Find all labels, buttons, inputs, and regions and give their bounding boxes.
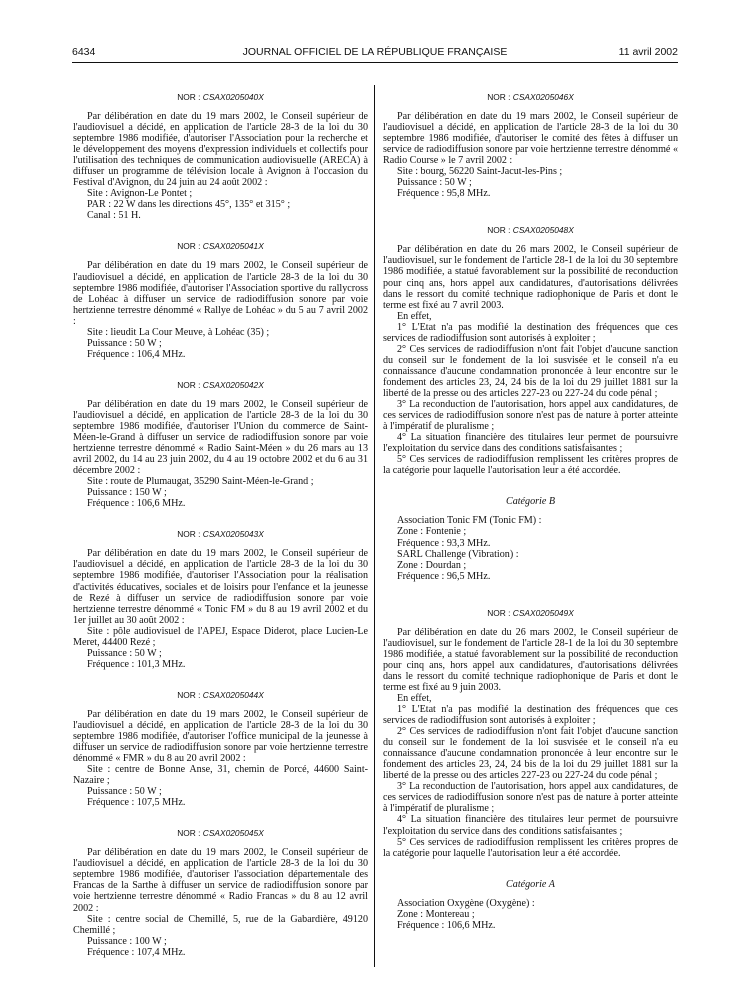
- decision-text: Par délibération en date du 19 mars 2002, le Conseil supérieur de l'audiovisuel a décidé, en application de l'article 28-3 de la loi du 30 septembre 1986 modifiée, d'autoriser l'office municipal de la jeunesse à diffuser un service de radiodiffusion sonore par voie hertzienne terrestre dénommé « FMR » du 8 au 20 avril 2002 :: [73, 708, 368, 765]
- power-line: Puissance : 50 W ;: [87, 786, 162, 798]
- criterion-4: 4° La situation financière des titulaires leur permet de poursuivre l'exploitation du service dans des conditions satisfaisantes ;: [383, 814, 678, 837]
- site-line: Site : lieudit La Cour Meuve, à Lohéac (35) ;: [87, 326, 270, 338]
- nor-heading: NOR : CSAX0205044X: [177, 689, 264, 700]
- site-line: Site : bourg, 56220 Saint-Jacut-les-Pins ;: [397, 166, 563, 178]
- criterion-4: 4° La situation financière des titulaires leur permet de poursuivre l'exploitation du service dans des conditions satisfaisantes ;: [383, 432, 678, 455]
- en-effet: En effet,: [397, 310, 432, 322]
- nor-heading: NOR : CSAX0205040X: [177, 92, 264, 102]
- criterion-2: 2° Ces services de radiodiffusion n'ont fait l'objet d'aucune sanction du conseil sur le fondement de la loi susvisée et le conseil n'a eu connaissance d'aucune condamnation prononcée à leur encontre sur le fondement des articles 23, 24, 24 bis de la loi du 29 juillet 1881 sur la liberté de la presse ou des articles 227-23 ou 227-24 du code pénal ;: [383, 343, 678, 399]
- frequency-line: Fréquence : 106,6 MHz.: [87, 498, 186, 510]
- criterion-5: 5° Ces services de radiodiffusion remplissent les critères propres de la catégorie pour laquelle l'autorisation leur a été accordée.: [383, 836, 678, 859]
- page-number: 6434: [72, 46, 96, 58]
- notice-csax0205049x: [383, 608, 678, 931]
- criterion-5: 5° Ces services de radiodiffusion remplissent les critères propres de la catégorie pour laquelle l'autorisation leur a été accordée.: [383, 454, 678, 477]
- decision-text: Par délibération en date du 19 mars 2002, le Conseil supérieur de l'audiovisuel a décidé, en application de l'article 28-3 de la loi du 30 septembre 1986 modifiée, d'autoriser l'Union du commerce de Saint-Méen-le-Grand à diffuser un service de radiodiffusion sonore par voie hertzienne terrestre dénommé « Radio Saint-Méen » du 26 mars au 13 avril 2002, du 14 au 23 juin 2002, du 4 au 19 octobre 2002 et du 6 au 31 décembre 2002 :: [73, 398, 368, 477]
- entry-line: Zone : Dourdan ;: [397, 559, 467, 571]
- par-line: PAR : 22 W dans les directions 45°, 135° et 315° ;: [87, 199, 291, 211]
- decision-text: Par délibération en date du 19 mars 2002, le Conseil supérieur de l'audiovisuel a décidé, en application de l'article 28-3 de la loi du 30 septembre 1986 modifiée, d'autoriser l'Association pour la recherche et le développement des moyens d'expression individuels et collectifs pour l'utilisation des techniques de communication audiovisuelle (ARECA) à diffuser un programme de télévision locale à Avignon à l'occasion du Festival d'Avignon, du 24 juin au 24 août 2002 :: [73, 111, 368, 189]
- site-line: Site : route de Plumaugat, 35290 Saint-Méen-le-Grand ;: [87, 476, 314, 488]
- journal-title: JOURNAL OFFICIEL DE LA RÉPUBLIQUE FRANÇAISE: [242, 46, 508, 58]
- issue-date: 11 avril 2002: [618, 46, 678, 58]
- category-heading: Catégorie A: [506, 878, 555, 890]
- site-line: Site : Avignon-Le Pontet ;: [87, 188, 193, 200]
- entry-line: Association Tonic FM (Tonic FM) :: [397, 515, 542, 527]
- frequency-line: Fréquence : 107,4 MHz.: [87, 946, 186, 958]
- entry-line: Association Oxygène (Oxygène) :: [397, 897, 535, 909]
- frequency-line: Fréquence : 101,3 MHz.: [87, 658, 186, 670]
- notice-csax0205041x: [73, 241, 368, 359]
- decision-text: Par délibération en date du 19 mars 2002, le Conseil supérieur de l'audiovisuel a décidé, en application de l'article 28-3 de la loi du 30 septembre 1986 modifiée, d'autoriser l'association départementale des Francas de la Sarthe à diffuser un service de radiodiffusion sonore par voie hertzienne terrestre dénommé « Radio Francas » du 8 au 12 avril 2002 :: [73, 847, 368, 914]
- nor-heading: NOR : CSAX0205046X: [487, 92, 574, 102]
- canal-line: Canal : 51 H.: [87, 210, 141, 222]
- decision-text: Par délibération en date du 26 mars 2002, le Conseil supérieur de l'audiovisuel, sur le fondement de l'article 28-1 de la loi du 30 septembre 1986 modifiée, a statué favorablement sur la possibilité de reconduction pour cinq ans, hors appel aux candidatures, d'autorisations délivrées dans le ressort du comité technique radiophonique de Paris et dont le terme est fixé au 9 juin 2003.: [383, 626, 678, 693]
- entry-line: Zone : Fontenie ;: [397, 526, 467, 538]
- page-header: [72, 46, 678, 60]
- nor-heading: NOR : CSAX0205045X: [177, 828, 264, 839]
- left-column: [73, 92, 368, 958]
- site-line: Site : pôle audiovisuel de l'APEJ, Espace Diderot, place Lucien-Le Meret, 44400 Rezé ;: [73, 625, 368, 648]
- decision-text: Par délibération en date du 26 mars 2002, le Conseil supérieur de l'audiovisuel, sur le fondement de l'article 28-1 de la loi du 30 septembre 1986 modifiée, a statué favorablement sur la possibilité de reconduction pour cinq ans, hors appel aux candidatures, d'autorisations délivrées dans le ressort du comité technique radiophonique de Paris et dont le terme est fixé au 7 avril 2003.: [383, 244, 678, 311]
- entry-line: SARL Challenge (Vibration) :: [397, 548, 519, 560]
- notice-csax0205045x: [73, 828, 368, 957]
- criterion-3: 3° La reconduction de l'autorisation, hors appel aux candidatures, de ces services de radiodiffusion sonore n'est pas de nature à porter atteinte à l'impératif de pluralisme ;: [383, 781, 678, 815]
- decision-text: Par délibération en date du 19 mars 2002, le Conseil supérieur de l'audiovisuel a décidé, en application de l'article 28-3 de la loi du 30 septembre 1986 modifiée, d'autoriser l'Association pour la réalisation d'activités éducatives, sociales et de loisirs pour l'enfance et la jeunesse de Rezé à diffuser un service de radiodiffusion sonore par voie hertzienne terrestre dénommé « Tonic FM » du 8 au 19 avril 2002 et du 1er juillet au 30 août 2002 :: [73, 548, 368, 626]
- frequency-line: Fréquence : 95,8 MHz.: [397, 188, 491, 200]
- notice-csax0205042x: [73, 380, 368, 509]
- nor-code: CSAX0205041X: [202, 241, 264, 252]
- column-divider: [374, 85, 375, 967]
- decision-text: Par délibération en date du 19 mars 2002, le Conseil supérieur de l'audiovisuel a décidé, en application de l'article 28-3 de la loi du 30 septembre 1986 modifiée, d'autoriser l'Association sportive du rallycross de Lohéac à diffuser un service de radiodiffusion sonore par voie hertzienne terrestre dénommé « Rallye de Lohéac » du 5 au 7 avril 2002 :: [73, 260, 368, 327]
- power-line: Puissance : 50 W ;: [87, 647, 162, 659]
- criterion-3: 3° La reconduction de l'autorisation, hors appel aux candidatures, de ces services de radiodiffusion sonore n'est pas de nature à porter atteinte à l'impératif de pluralisme ;: [383, 399, 678, 433]
- power-line: Puissance : 100 W ;: [87, 935, 167, 947]
- nor-heading: NOR : CSAX0205041X: [177, 241, 264, 252]
- entry-line: Fréquence : 106,6 MHz.: [397, 919, 496, 931]
- nor-code: CSAX0205046X: [512, 92, 574, 102]
- nor-code: CSAX0205042X: [202, 379, 264, 390]
- nor-code: CSAX0205044X: [202, 689, 264, 700]
- entry-line: Zone : Montereau ;: [397, 908, 475, 920]
- frequency-line: Fréquence : 106,4 MHz.: [87, 348, 186, 360]
- header-rule: [72, 62, 678, 63]
- frequency-line: Fréquence : 107,5 MHz.: [87, 797, 186, 809]
- entry-line: Fréquence : 93,3 MHz.: [397, 537, 491, 549]
- notice-csax0205046x: [383, 92, 678, 199]
- criterion-1: 1° L'Etat n'a pas modifié la destination des fréquences que ces services de radiodiffusion sont autorisés à exploiter ;: [383, 704, 678, 727]
- power-line: Puissance : 150 W ;: [87, 487, 167, 499]
- notice-csax0205043x: [73, 529, 368, 670]
- nor-code: CSAX0205049X: [512, 607, 574, 618]
- nor-heading: NOR : CSAX0205042X: [177, 379, 264, 390]
- decision-text: Par délibération en date du 19 mars 2002, le Conseil supérieur de l'audiovisuel a décidé, en application de l'article 28-3 de la loi du 30 septembre 1986 modifiée, d'autoriser le comité des fêtes à diffuser un service de radiodiffusion sonore par voie hertzienne terrestre dénommé « Radio Course » le 7 avril 2002 :: [383, 111, 678, 167]
- nor-heading: NOR : CSAX0205043X: [177, 529, 264, 540]
- criterion-2: 2° Ces services de radiodiffusion n'ont fait l'objet d'aucune sanction du conseil sur le fondement de la loi susvisée et le conseil n'a eu connaissance d'aucune condamnation prononcée à leur encontre sur le fondement des articles 23, 24, 24 bis de la loi du 29 juillet 1881 sur la liberté de la presse ou des articles 227-23 ou 227-24 du code pénal ;: [383, 726, 678, 782]
- power-line: Puissance : 50 W ;: [87, 337, 162, 349]
- nor-code: CSAX0205045X: [202, 828, 264, 839]
- notice-csax0205048x: [383, 225, 678, 581]
- nor-heading: NOR : CSAX0205049X: [487, 607, 574, 618]
- right-column: [383, 92, 678, 931]
- site-line: Site : centre social de Chemillé, 5, rue de la Gabardière, 49120 Chemillé ;: [73, 913, 368, 936]
- notice-csax0205040x: [73, 92, 368, 221]
- en-effet: En effet,: [397, 692, 432, 704]
- site-line: Site : centre de Bonne Anse, 31, chemin de Porcé, 44600 Saint-Nazaire ;: [73, 764, 368, 787]
- nor-code: CSAX0205040X: [202, 92, 264, 102]
- notice-csax0205044x: [73, 690, 368, 808]
- nor-code: CSAX0205043X: [202, 529, 264, 540]
- criterion-1: 1° L'Etat n'a pas modifié la destination des fréquences que ces services de radiodiffusion sont autorisés à exploiter ;: [383, 321, 678, 344]
- category-heading: Catégorie B: [505, 496, 556, 508]
- entry-line: Fréquence : 96,5 MHz.: [397, 570, 491, 582]
- power-line: Puissance : 50 W ;: [397, 177, 472, 189]
- nor-heading: NOR : CSAX0205048X: [487, 225, 574, 236]
- nor-code: CSAX0205048X: [512, 225, 574, 236]
